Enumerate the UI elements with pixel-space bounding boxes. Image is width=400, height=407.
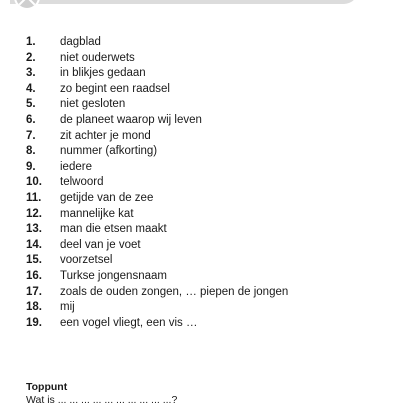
clue-list bbox=[26, 35, 288, 331]
clue-item bbox=[26, 269, 288, 285]
clue-number: 13. bbox=[26, 223, 42, 236]
clue-text: in blikjes gedaan bbox=[60, 67, 146, 80]
clue-item bbox=[26, 66, 288, 82]
clue-number: 15. bbox=[26, 254, 42, 267]
clue-item bbox=[26, 97, 288, 113]
clue-number: 16. bbox=[26, 269, 42, 282]
clue-item bbox=[26, 175, 288, 191]
clue-text: zo begint een raadsel bbox=[60, 82, 170, 95]
clue-number: 1. bbox=[26, 36, 36, 48]
clue-text: nummer (afkorting) bbox=[60, 145, 158, 158]
clue-number: 7. bbox=[26, 129, 36, 142]
clue-text: niet gesloten bbox=[60, 98, 126, 111]
clue-text: een vogel vliegt, een vis … bbox=[60, 316, 198, 329]
clue-item bbox=[26, 253, 288, 269]
clue-number: 5. bbox=[26, 98, 36, 111]
clue-number: 2. bbox=[26, 51, 36, 64]
clue-text: telwoord bbox=[60, 176, 104, 189]
clue-item bbox=[26, 222, 288, 238]
clue-item bbox=[26, 300, 288, 316]
clue-text: getijde van de zee bbox=[60, 191, 154, 204]
clue-number: 17. bbox=[26, 285, 42, 298]
clue-number: 11. bbox=[26, 191, 42, 204]
clue-item bbox=[26, 207, 288, 223]
clue-text: dagblad bbox=[60, 36, 101, 48]
clue-text: zit achter je mond bbox=[60, 129, 151, 142]
clue-item bbox=[26, 129, 288, 145]
clue-item bbox=[26, 144, 288, 160]
clue-number: 10. bbox=[26, 176, 42, 189]
clue-item bbox=[26, 316, 288, 332]
toppunt-question: Wat is ... ... ... ... ... ... ... ... ... ...? bbox=[26, 394, 178, 406]
clue-text: man die etsen maakt bbox=[60, 223, 167, 236]
toppunt-title: Toppunt bbox=[26, 381, 68, 393]
clue-item bbox=[26, 82, 288, 98]
clue-text: voorzetsel bbox=[60, 254, 113, 267]
clue-text: mij bbox=[60, 301, 75, 314]
clue-text: mannelijke kat bbox=[60, 207, 134, 220]
clue-number: 4. bbox=[26, 82, 36, 95]
clue-number: 9. bbox=[26, 160, 36, 173]
clue-text: deel van je voet bbox=[60, 238, 141, 251]
clue-text: Turkse jongensnaam bbox=[60, 269, 167, 282]
clue-item bbox=[26, 160, 288, 176]
clue-item bbox=[26, 35, 288, 51]
clue-number: 6. bbox=[26, 113, 36, 126]
clue-item bbox=[26, 113, 288, 129]
cross-circle-icon bbox=[14, 0, 40, 10]
clue-number: 18. bbox=[26, 301, 42, 314]
clue-text: niet ouderwets bbox=[60, 51, 135, 64]
header-bar bbox=[10, 0, 358, 4]
clue-item bbox=[26, 191, 288, 207]
clue-item bbox=[26, 285, 288, 301]
clue-number: 8. bbox=[26, 145, 36, 158]
clue-text: zoals de ouden zongen, … piepen de jongen bbox=[60, 285, 289, 298]
clue-number: 14. bbox=[26, 238, 42, 251]
clue-item bbox=[26, 238, 288, 254]
clue-text: iedere bbox=[60, 160, 92, 173]
clue-text: de planeet waarop wij leven bbox=[60, 113, 202, 126]
clue-number: 3. bbox=[26, 67, 36, 80]
clue-number: 19. bbox=[26, 316, 42, 329]
clue-item bbox=[26, 51, 288, 67]
clue-number: 12. bbox=[26, 207, 42, 220]
